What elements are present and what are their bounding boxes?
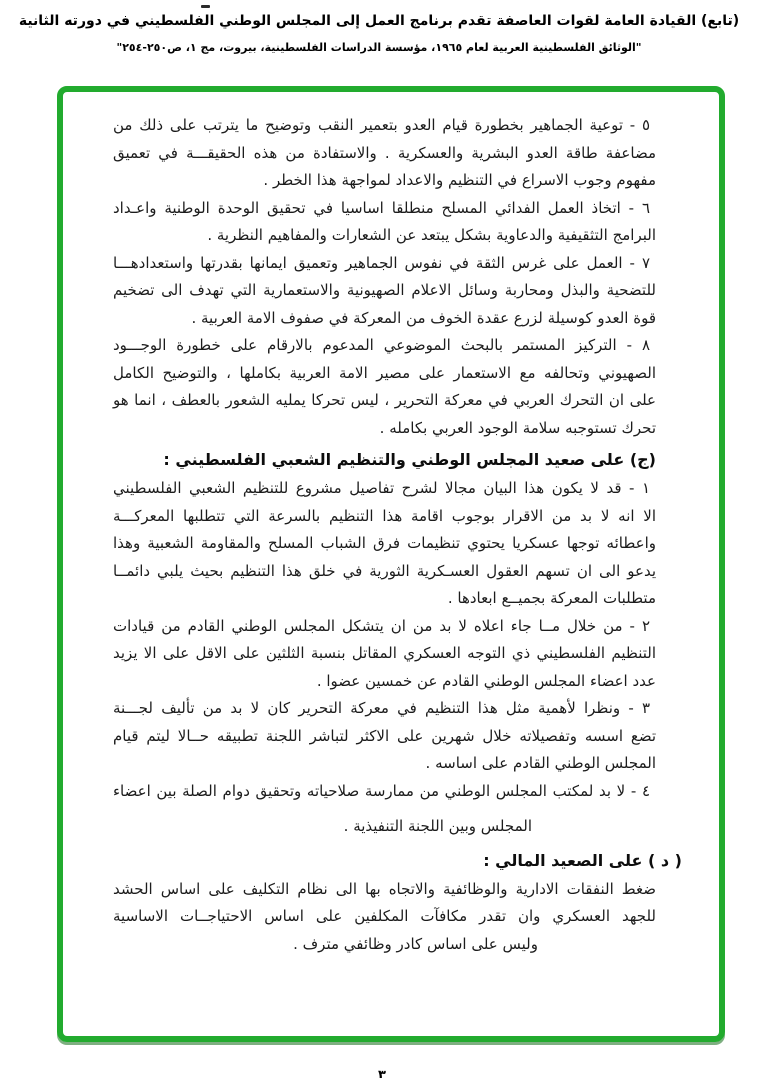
section-heading-jeem: (ج) على صعيد المجلس الوطني والتنظيم الشعبي الفلسطيني : (163, 450, 656, 469)
text-line: المجلس الوطني القادم على اساسه . (425, 754, 656, 772)
text-line: التنظيم الفلسطيني ذي التوجه العسكري المقاتل بنسبة الثلثين على الاقل على الا يزيد (113, 644, 656, 662)
document-body (113, 112, 682, 958)
text-line: للتضحية والبذل ومحاربة وسائل الاعلام الصهيونية والاستعمارية التي تهدف الى تضخيم (113, 281, 656, 299)
text-line: عدد اعضاء المجلس الوطني القادم عن خمسين عضوا . (316, 671, 656, 690)
text-line: مضاعفة طاقة العدو البشرية والعسكرية . والاستفادة من هذه الحقيقـــة في تعميق (113, 143, 656, 162)
text-line: ٨ - التركيز المستمر بالبحث الموضوعي المدعوم بالارقام على خطورة الوجـــود (113, 336, 650, 354)
scan-artifact (201, 5, 210, 8)
document-title: (تابع) القيادة العامة لقوات العاصفة تقدم برنامج العمل إلى المجلس الوطني الفلسطيني في دورته الثانية (18, 13, 740, 29)
text-line: واعطائه توجها عسكريا يحتوي تنظيمات فرق الشباب المسلح والمقاومة الشعبية وهذا (113, 534, 656, 552)
text-line: ٣ - ونظرا لأهمية مثل هذا التنظيم في معركة التحرير كان لا بد من تأليف لجـــنة (113, 699, 650, 717)
text-line: يدعو الى ان تسهم العقول العسـكرية الثورية في خلق هذا التنظيم بحيث يلبي دائمــا (113, 561, 656, 580)
text-line: مفهوم وجوب الاسراع في التنظيم والاعداد لمواجهة هذا الخطر . (263, 171, 656, 189)
text-line: على ان التحرك العربي في معركة التحرير ، ليس تحركا يمليه الشعور بالعطف ، انما هو (113, 391, 656, 409)
text-line: ٦ - اتخاذ العمل الفدائي المسلح منطلقا اساسيا في تحقيق الوحدة الوطنية واعـداد (113, 198, 650, 217)
text-line: للجهد العسكري وان تقدر مكافآت المكلفين على اساس الاحتياجــات الاساسية (113, 907, 656, 925)
text-line: ١ - قد لا يكون هذا البيان مجالا لشرح تفاصيل مشروع للتنظيم الشعبي الفلسطيني (113, 479, 650, 497)
text-line: ٢ - من خلال مــا جاء اعلاه لا بد من ان يتشكل المجلس الوطني القادم من قيادات (113, 616, 650, 635)
text-line: وليس على اساس كادر وظائفي مترف . (293, 934, 538, 953)
text-line: ضغط النفقات الادارية والوظائفية والاتجاه بها الى نظام التكليف على اساس الحشد (113, 879, 656, 898)
text-line: ٤ - لا بد لمكتب المجلس الوطني من ممارسة صلاحياته وتحقيق دوام الصلة بين اعضاء (113, 781, 650, 800)
text-line: متطلبات المعركة بجميــع ابعادها . (447, 589, 656, 607)
text-line: ٥ - توعية الجماهير بخطورة قيام العدو بتعمير النقب وتوضيح ما يترتب على ذلك من (113, 116, 650, 134)
page-number: ٣ (378, 1068, 386, 1078)
text-line: المجلس وبين اللجنة التنفيذية . (343, 817, 532, 835)
text-line: البرامج التثقيفية والدعاوية بشكل يبتعد عن الشعارات والمفاهيم النظرية . (207, 226, 656, 244)
text-line: الا انه لا بد من الاقرار بوجوب اقامة هذا التنظيم بالسرعة التي تتطلبها المعركـــة (113, 506, 656, 525)
text-line: الصهيوني وتحالفه مع الاستعمار على مصير الامة العربية بكاملها ، والتوضيح الكامل (113, 363, 656, 382)
text-line: ٧ - العمل على غرس الثقة في نفوس الجماهير وتعميق ايمانها بقدرتها واستعدادهـــا (113, 253, 650, 272)
text-line: تحرك تستوجبه سلامة الوجود العربي بكامله . (379, 418, 656, 437)
text-line: تضع اسسه وتفصيلاته خلال شهرين على الاكثر لتباشر اللجنة تطبيقه حــالا ليتم قيام (113, 726, 656, 745)
document-citation: "الوثائق الفلسطينية العربية لعام ١٩٦٥، مؤسسة الدراسات الفلسطينية، بيروت، مج ١، ص٢٥٠-٢٥٤" (116, 41, 642, 54)
text-line: قوة العدو كوسيلة لزرع عقدة الخوف من المعركة في صفوف الامة العربية . (191, 308, 656, 327)
section-heading-dal: ( د ) على الصعيد المالي : (483, 850, 682, 870)
